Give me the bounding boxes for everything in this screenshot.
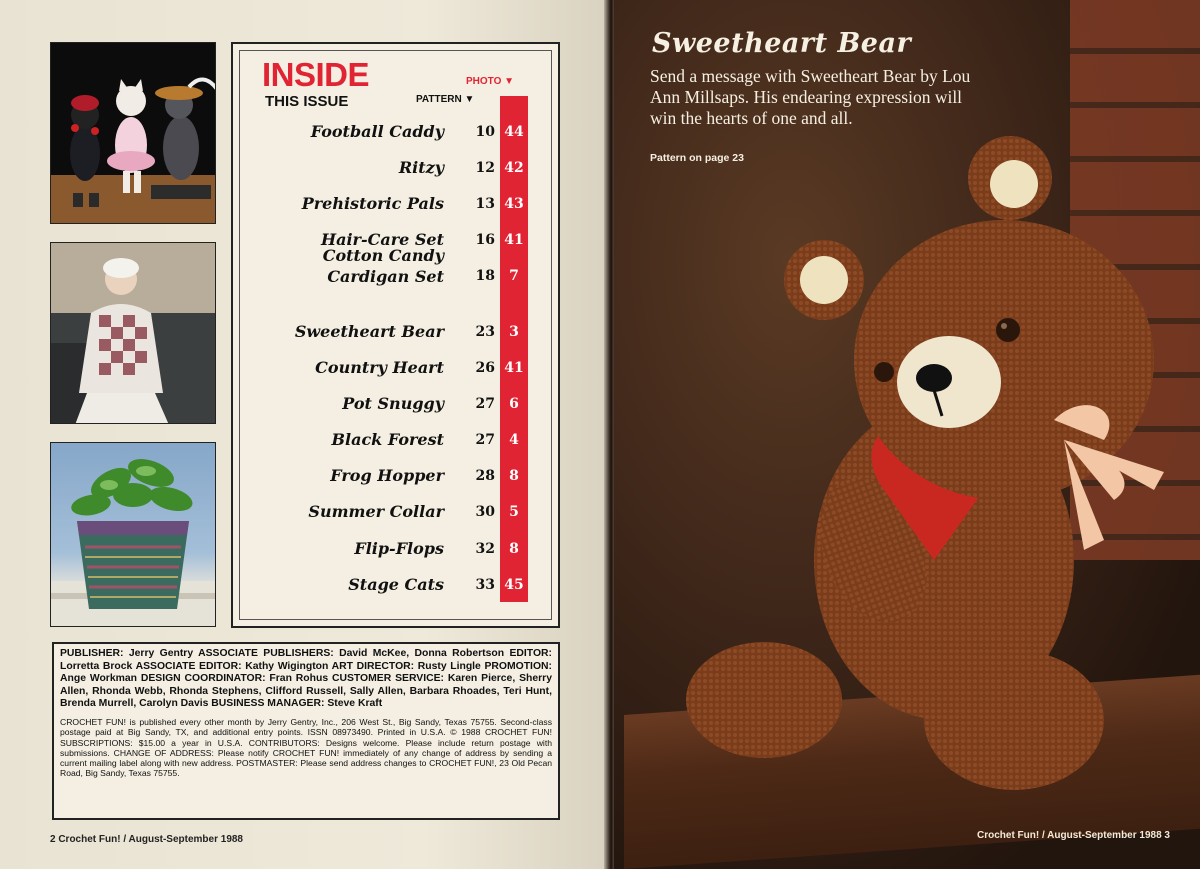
toc-entry-photo-page: 8 <box>509 541 519 557</box>
toc-entry-photo-page: 6 <box>509 396 519 412</box>
photo-column-header: PHOTO ▼ <box>466 76 515 87</box>
toc-entry-pattern-page: 16 <box>475 232 495 248</box>
toc-entry-title: Stage Cats <box>348 575 444 594</box>
cardigan-photo <box>50 242 216 424</box>
toc-entry-pattern-page: 33 <box>475 577 495 593</box>
toc-entry <box>250 322 530 352</box>
toc-entry-pattern-page: 23 <box>475 324 495 340</box>
toc-entry <box>250 158 530 188</box>
toc-entry <box>250 394 530 424</box>
masthead-credits <box>52 642 560 820</box>
toc-entry-photo-page: 5 <box>509 504 519 520</box>
toc-subtitle: THIS ISSUE <box>265 93 349 110</box>
left-folio: 2 Crochet Fun! / August-September 1988 <box>50 834 243 845</box>
toc-entry-pattern-page: 30 <box>475 504 495 520</box>
toc-entry-title: Hair-Care Set <box>320 230 444 249</box>
right-page <box>614 0 1200 869</box>
toc-entry-title-line2: Cardigan Set <box>327 267 444 286</box>
toc-entry <box>250 466 530 496</box>
pattern-page-reference: Pattern on page 23 <box>650 152 744 164</box>
right-folio: Crochet Fun! / August-September 1988 3 <box>977 830 1170 841</box>
toc-entry-pattern-page: 13 <box>475 196 495 212</box>
toc-entry-photo-page: 41 <box>504 360 524 376</box>
staff-credits: PUBLISHER: Jerry Gentry ASSOCIATE PUBLISHERS: David McKee, Donna Robertson EDITOR: Lorretta Brock ASSOCIATE EDITOR: Kathy Wigington ART DIRECTOR: Rusty Lingle PROMOTION: Ange Workman DESIGN COORDINATOR: Fran Rohus CUSTOMER SERVICE: Karen Pierce, Sherry Allen, Rhonda Webb, Rhonda Stephens, Clifford Russell, Sally Allen, Barbara Rhoades, Teri Hunt, Brenda Murrell, Carolyn Davis BUSINESS MANAGER: Steve Kraft <box>60 648 552 710</box>
toc-entry-title: Ritzy <box>398 158 444 177</box>
toc-entry-title: Prehistoric Pals <box>301 194 444 213</box>
feature-blurb: Send a message with Sweetheart Bear by Lou Ann Millsaps. His endearing expression will win the hearts of one and all. <box>650 66 971 128</box>
toc-title: INSIDE <box>262 56 370 93</box>
toc-entry-photo-page: 45 <box>504 577 524 593</box>
toc-entry-title: Frog Hopper <box>330 466 444 485</box>
toc-entry-pattern-page: 10 <box>475 124 495 140</box>
toc-entry <box>250 430 530 460</box>
feature-headline: Sweetheart Bear <box>652 28 912 59</box>
toc-entry-photo-page: 8 <box>509 468 519 484</box>
toc-entry <box>250 502 530 532</box>
toc-entry-pattern-page: 26 <box>475 360 495 376</box>
toc-entry-pattern-page: 28 <box>475 468 495 484</box>
toc-entry-title: Pot Snuggy <box>342 394 444 413</box>
pot-snuggy-photo <box>50 442 216 627</box>
toc-entry-photo-page: 3 <box>509 324 519 340</box>
toc-entry <box>250 194 530 224</box>
toc-entry-photo-page: 4 <box>509 432 519 448</box>
toc-entry-pattern-page: 27 <box>475 396 495 412</box>
toc-entry-photo-page: 44 <box>504 124 524 140</box>
toc-entry-photo-page: 43 <box>504 196 524 212</box>
stage-cats-photo <box>50 42 216 224</box>
toc-entry <box>250 358 530 388</box>
publication-notice: CROCHET FUN! is published every other month by Jerry Gentry, Inc., 206 West St., Big Sandy, Texas 75755. Second-class postage paid at Big Sandy, TX, and additional entry points. ISSN 08973490. Printed in U.S.A. © 1988 CROCHET FUN! SUBSCRIPTIONS: $15.00 a year in U.S.A. CONTRIBUTORS: Designs welcome. Please include return postage with submissions. CHANGE OF ADDRESS: Please notify CROCHET FUN! immediately of any change of address by sending a current mailing label along with new address. POSTMASTER: Please send address changes to CROCHET FUN!, 23 Old Pecan Road, Big Sandy, Texas 75755. <box>60 716 552 779</box>
toc-entry-pattern-page: 32 <box>475 541 495 557</box>
toc-entry-title: Football Caddy <box>310 122 444 141</box>
toc-entry-pattern-page: 27 <box>475 432 495 448</box>
toc-entry-pattern-page: 12 <box>475 160 495 176</box>
toc-entry-title: Country Heart <box>315 358 444 377</box>
toc-entry-title: Cotton Candy <box>322 246 444 265</box>
toc-entry <box>250 246 530 296</box>
sweetheart-bear-image <box>684 120 1200 820</box>
toc-entry-photo-page: 7 <box>509 268 519 284</box>
toc-entry-title: Summer Collar <box>308 502 444 521</box>
toc-entry-title: Flip-Flops <box>354 539 444 558</box>
toc-entry <box>250 575 530 605</box>
toc-entry-photo-page: 42 <box>504 160 524 176</box>
toc-entry-photo-page: 41 <box>504 232 524 248</box>
toc-entry <box>250 539 530 569</box>
toc-entry <box>250 122 530 152</box>
toc-entry-title: Black Forest <box>331 430 444 449</box>
pattern-column-header: PATTERN ▼ <box>416 94 475 105</box>
toc-entry-pattern-page: 18 <box>475 268 495 284</box>
toc-entry-title: Sweetheart Bear <box>294 322 444 341</box>
